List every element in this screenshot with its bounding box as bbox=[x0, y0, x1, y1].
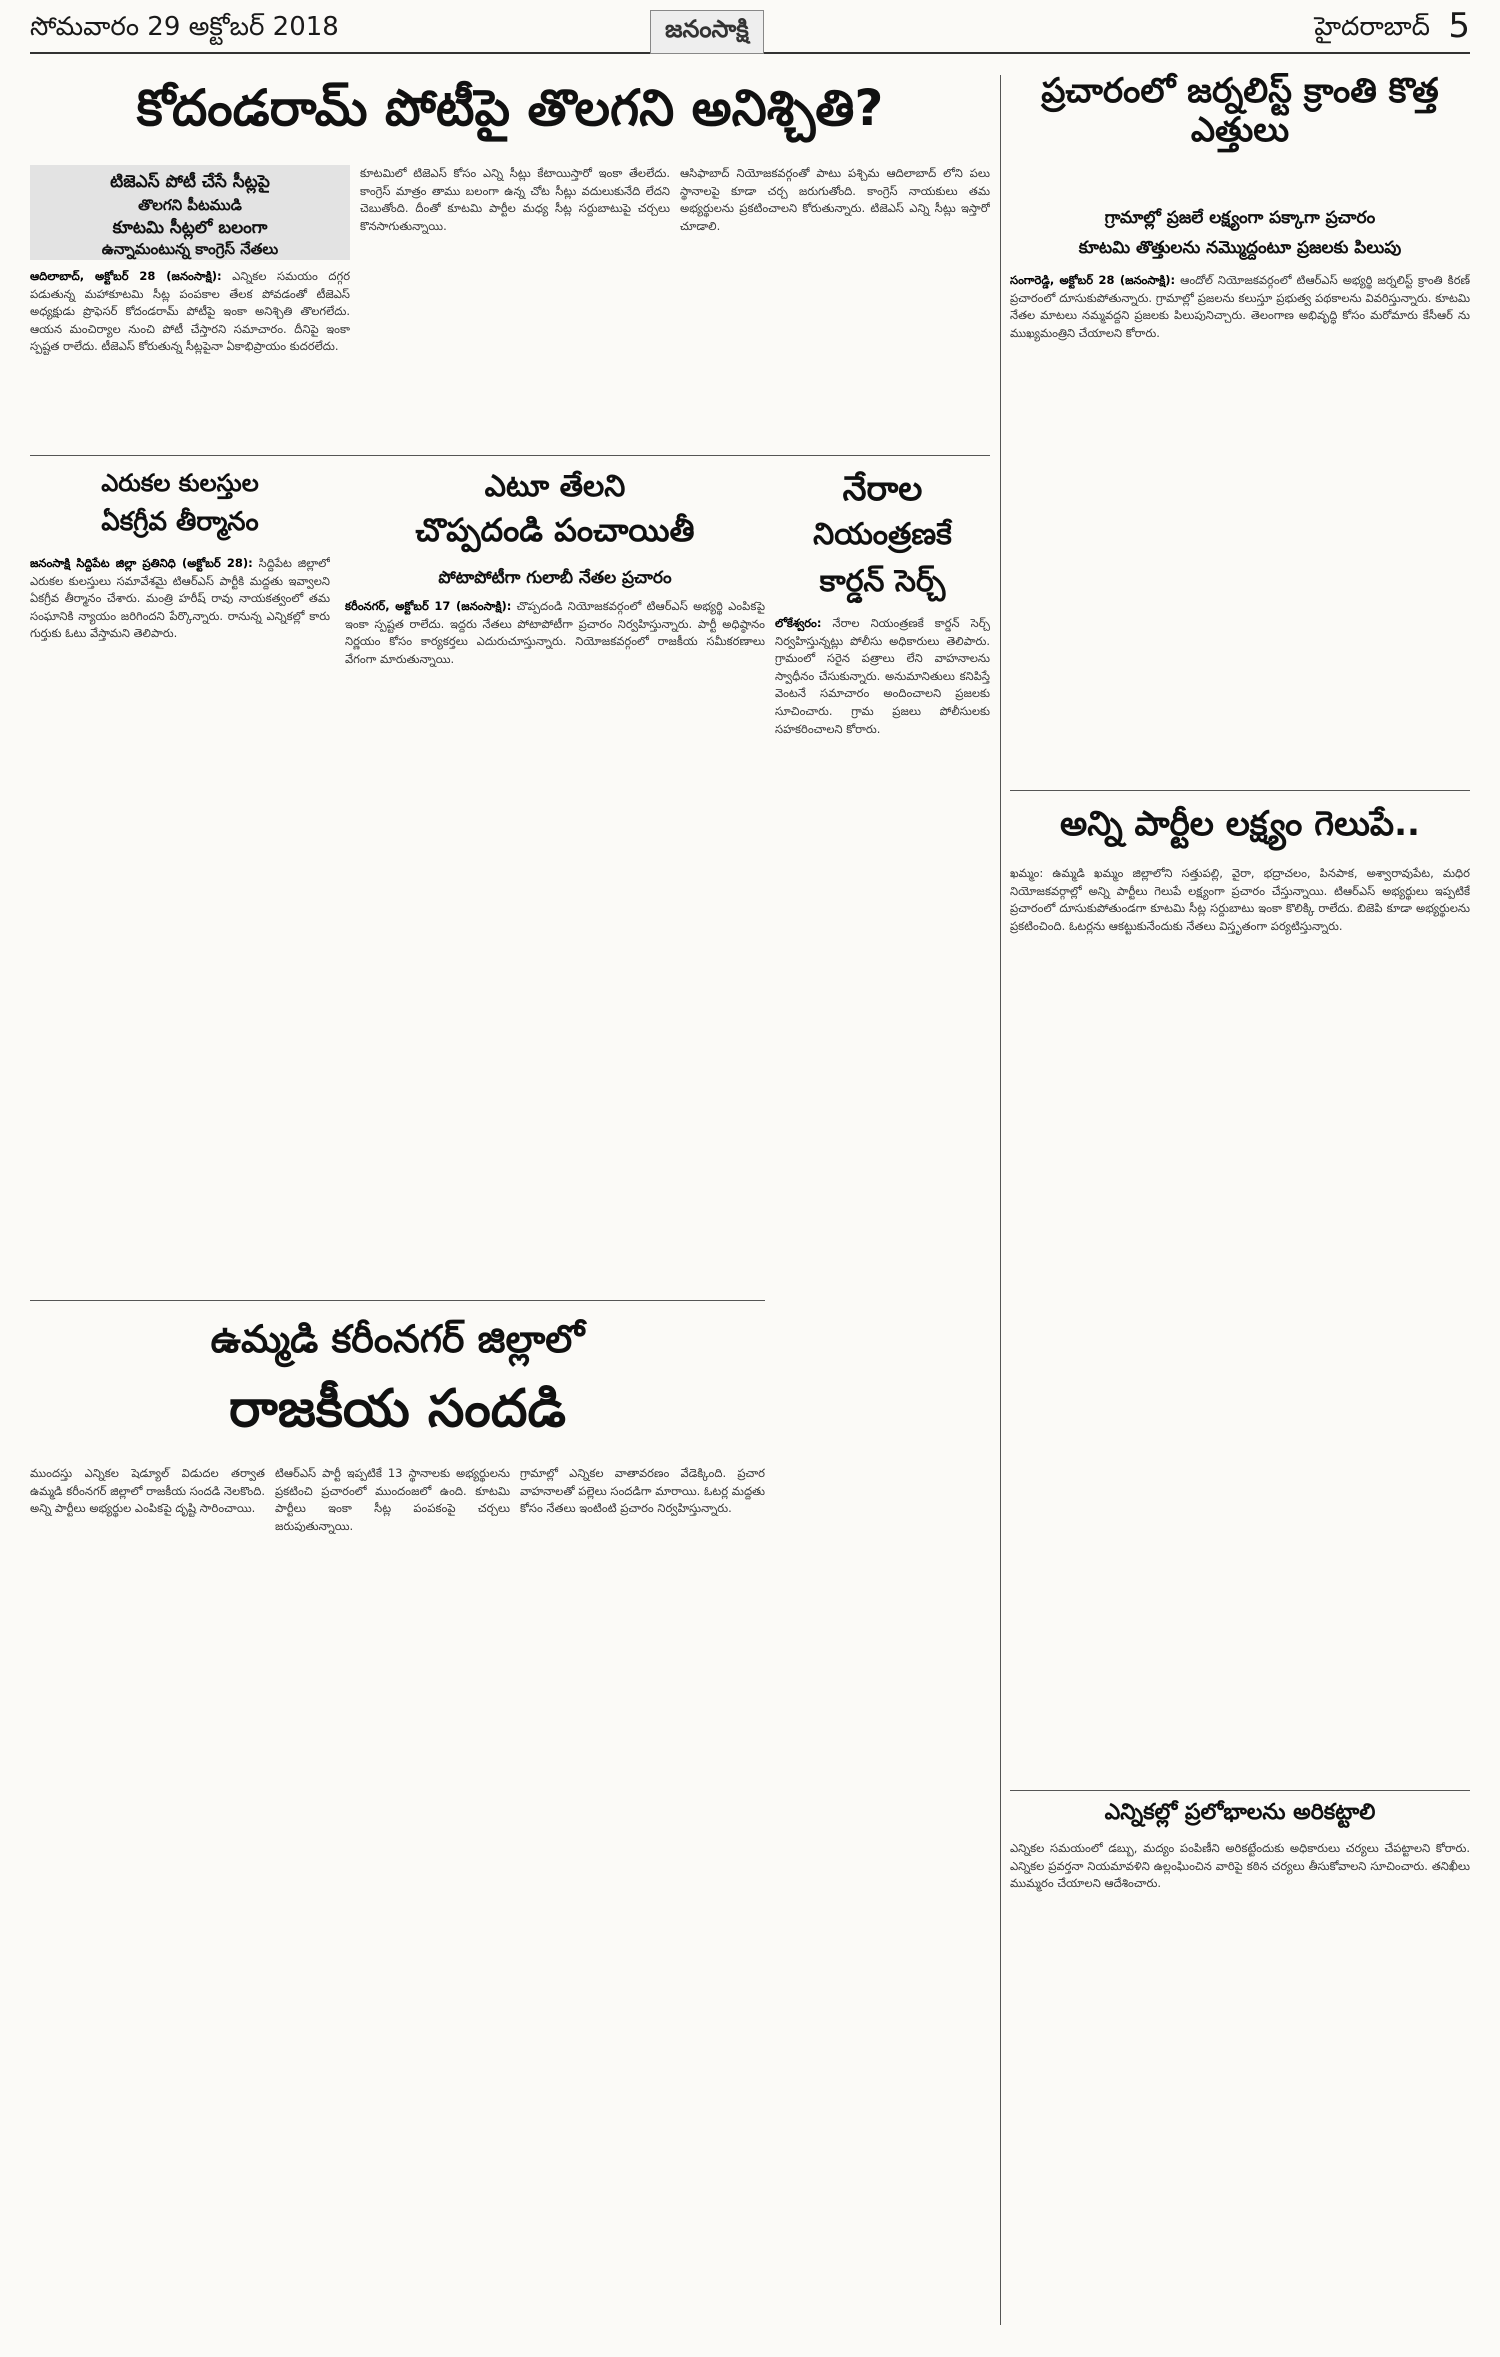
story3-headline-1: ఎరుకల కులస్తుల bbox=[101, 469, 259, 497]
story1-sub4: ఉన్నామంటున్న కాంగ్రెస్ నేతలు bbox=[101, 240, 279, 258]
edition-city: హైదరాబాద్ bbox=[1314, 12, 1430, 42]
page-number: 5 bbox=[1448, 6, 1470, 46]
publication-logo: జనంసాక్షి bbox=[650, 10, 764, 54]
story7-headline-1: ఉమ్మడి కరీంనగర్ జిల్లాలో bbox=[210, 1317, 585, 1361]
story4-sub: పోటాపోటీగా గులాబీ నేతల ప్రచారం bbox=[438, 568, 672, 588]
story4-body bbox=[345, 598, 765, 1288]
divider bbox=[1010, 1790, 1470, 1791]
story7-headline-2: రాజకీయ సందడి bbox=[229, 1379, 566, 1439]
story1-sub3: కూటమి సీట్లలో బలంగా bbox=[112, 218, 268, 238]
story6-body: ఖమ్మం: ఉమ్మడి ఖమ్మం జిల్లాలోని సత్తుపల్లి, వైరా, భద్రాచలం, పినపాక, అశ్వారావుపేట, మధిర నియోజకవర్గాల్లో అన్ని పార్టీలు గెలుపే లక్ష్యంగా ప్రచారం చేస్తున్నాయి. టిఆర్ఎస్ అభ్యర్థులు ఇప్పటికే ప్రచారంలో దూసుకుపోతుండగా కూటమి సీట్ల సర్దుబాటు ఇంకా కొలిక్కి రాలేదు. బిజెపి కూడా అభ్యర్థులను ప్రకటించింది. ఓటర్లను ఆకట్టుకునేందుకు నేతలు విస్తృతంగా పర్యటిస్తున్నారు. bbox=[1010, 866, 1470, 933]
story1-sub1: టిజెఎస్ పోటీ చేసే సీట్లపై bbox=[110, 172, 270, 192]
divider bbox=[1010, 790, 1470, 791]
story5-headline-2: నియంత్రణకే bbox=[813, 517, 952, 552]
story8-headline: ఎన్నికల్లో ప్రలోభాలను అరికట్టాలి bbox=[1104, 1800, 1376, 1825]
story1-text-1: ఎన్నికల సమయం దగ్గర పడుతున్న మహాకూటమి సీట్ల పంపకాల తేలక పోవడంతో టీజెఎస్ అధ్యక్షుడు ప్రొఫెసర్ కోదండరామ్ పోటీపై ఇంకా అనిశ్చితి తొలగలేదు. ఆయన మంచిర్యాల నుంచి పోటీ చేస్తారని సమాచారం. దీనిపై ఇంకా స్పష్టత రాలేదు. టీజెఎస్ కోరుతున్న సీట్లపైనా ఏకాభిప్రాయం కుదరలేదు. bbox=[30, 269, 350, 354]
story3-body bbox=[30, 555, 330, 1280]
story4-headline-2: చొప్పదండి పంచాయితీ bbox=[415, 511, 695, 549]
issue-date: సోమవారం 29 అక్టోబర్ 2018 bbox=[30, 12, 339, 42]
story2-sub2: కూటమి తొత్తులను నమ్మొద్దంటూ ప్రజలకు పిలుపు bbox=[1078, 238, 1402, 258]
divider bbox=[30, 1300, 765, 1301]
story1-headline: కోదండరామ్ పోటీపై తొలగని అనిశ్చితి? bbox=[136, 79, 884, 137]
story3-dateline: జనంసాక్షి సిద్దిపేట జిల్లా ప్రతినిధి (అక్టోబర్ 28): bbox=[30, 556, 253, 570]
story1-column-3: ఆసిఫాబాద్ నియోజకవర్గంతో పాటు పశ్చిమ ఆదిలాబాద్ లోని పలు స్థానాలపై కూడా చర్చ జరుగుతోంది. కాంగ్రెస్ నాయకులు తమ అభ్యర్థులను ప్రకటించాలని కోరుతున్నారు. టిజెఎస్ ఎన్ని సీట్లు ఇస్తారో చూడాలి. bbox=[680, 166, 990, 233]
story1-column-1 bbox=[30, 268, 350, 438]
divider bbox=[30, 455, 990, 456]
story1-column-2: కూటమిలో టిజెఎస్ కోసం ఎన్ని సీట్లు కేటాయిస్తారో ఇంకా తేలలేదు. కాంగ్రెస్ మాత్రం తాము బలంగా ఉన్న చోట సీట్లు వదులుకునేది లేదని చెబుతోంది. దీంతో కూటమి పార్టీల మధ్య సీట్ల సర్దుబాటుపై చర్చలు కొనసాగుతున్నాయి. bbox=[360, 166, 670, 233]
story2-text: ఆందోల్ నియోజకవర్గంలో టిఆర్ఎస్ అభ్యర్థి జర్నలిస్ట్ క్రాంతి కిరణ్ ప్రచారంలో దూసుకుపోతున్నారు. గ్రామాల్లో ప్రజలను కలుస్తూ ప్రభుత్వ పథకాలను వివరిస్తున్నారు. కూటమి నేతల మాటలు నమ్మవద్దని ప్రజలకు పిలుపునిచ్చారు. తెలంగాణ అభివృద్ధి కోసం మరోమారు కేసీఆర్ ను ముఖ్యమంత్రిని చేయాలని కోరారు. bbox=[1010, 273, 1470, 340]
story3-headline-2: ఏకగ్రీవ తీర్మానం bbox=[101, 507, 259, 537]
story4-headline-1: ఎటూ తేలని bbox=[484, 469, 626, 504]
story7-column-1: ముందస్తు ఎన్నికల షెడ్యూల్ విడుదల తర్వాత ఉమ్మడి కరీంనగర్ జిల్లాలో రాజకీయ సందడి నెలకొంది. అన్ని పార్టీలు అభ్యర్థుల ఎంపికపై దృష్టి సారించాయి. bbox=[30, 1466, 265, 1516]
story4-dateline: కరీంనగర్, అక్టోబర్ 17 (జనంసాక్షి): bbox=[345, 599, 512, 613]
story7-column-3: గ్రామాల్లో ఎన్నికల వాతావరణం వేడెక్కింది. ప్రచార వాహనాలతో పల్లెలు సందడిగా మారాయి. ఓటర్ల మద్దతు కోసం నేతలు ఇంటింటి ప్రచారం నిర్వహిస్తున్నారు. bbox=[520, 1466, 765, 1516]
story2-dateline: సంగారెడ్డి, అక్టోబర్ 28 (జనంసాక్షి): bbox=[1010, 273, 1176, 287]
story2-body bbox=[1010, 272, 1470, 777]
story1-sub2: తొలగని పీటముడి bbox=[138, 196, 242, 214]
story1-dateline: ఆదిలాబాద్, అక్టోబర్ 28 (జనంసాక్షి): bbox=[30, 269, 222, 283]
masthead bbox=[30, 6, 1470, 54]
story6-headline: అన్ని పార్టీల లక్ష్యం గెలుపే.. bbox=[1060, 804, 1420, 844]
story5-dateline: లోకేశ్వరం: bbox=[775, 616, 822, 630]
story4-text: చొప్పదండి నియోజకవర్గంలో టిఆర్ఎస్ అభ్యర్థి ఎంపికపై ఇంకా స్పష్టత రాలేదు. ఇద్దరు నేతలు పోటాపోటీగా ప్రచారం నిర్వహిస్తున్నారు. పార్టీ అధిష్ఠానం నిర్ణయం కోసం కార్యకర్తలు ఎదురుచూస్తున్నారు. నియోజకవర్గంలో రాజకీయ సమీకరణాలు వేగంగా మారుతున్నాయి. bbox=[345, 599, 765, 666]
story8-body: ఎన్నికల సమయంలో డబ్బు, మద్యం పంపిణీని అరికట్టేందుకు అధికారులు చర్యలు చేపట్టాలని కోరారు. ఎన్నికల ప్రవర్తనా నియమావళిని ఉల్లంఘించిన వారిపై కఠిన చర్యలు తీసుకోవాలని సూచించారు. తనిఖీలు ముమ్మరం చేయాలని ఆదేశించారు. bbox=[1010, 1841, 1470, 1891]
story5-body bbox=[775, 615, 990, 1745]
story2-sub1: గ్రామాల్లో ప్రజలే లక్ష్యంగా పక్కాగా ప్రచారం bbox=[1104, 208, 1376, 228]
story5-text: నేరాల నియంత్రణకే కార్డన్ సెర్చ్ నిర్వహిస్తున్నట్లు పోలీసు అధికారులు తెలిపారు. గ్రామంలో సరైన పత్రాలు లేని వాహనాలను స్వాధీనం చేసుకున్నారు. అనుమానితులు కనిపిస్తే వెంటనే సమాచారం అందించాలని ప్రజలకు సూచించారు. గ్రామ ప్రజలు పోలీసులకు సహకరించాలని కోరారు. bbox=[775, 616, 990, 736]
story5-headline-1: నేరాల bbox=[842, 469, 923, 509]
story5-headline-3: కార్డన్ సెర్చ్ bbox=[819, 564, 946, 599]
story3-text: సిద్దిపేట జిల్లాలో ఎరుకల కులస్తులు సమావేశమై టిఆర్ఎస్ పార్టీకి మద్దతు ఇవ్వాలని ఏకగ్రీవ తీర్మానం చేశారు. మంత్రి హరీష్ రావు నాయకత్వంలో తమ సంఘానికి న్యాయం జరిగిందని పేర్కొన్నారు. రానున్న ఎన్నికల్లో కారు గుర్తుకు ఓటు వేస్తామని తెలిపారు. bbox=[30, 556, 330, 641]
story2-headline: ప్రచారంలో జర్నలిస్ట్ క్రాంతి కొత్త ఎత్తులు bbox=[1041, 71, 1439, 151]
divider bbox=[1000, 75, 1001, 2325]
story7-column-2: టిఆర్ఎస్ పార్టీ ఇప్పటికే 13 స్థానాలకు అభ్యర్థులను ప్రకటించి ప్రచారంలో ముందంజలో ఉంది. కూటమి పార్టీలు ఇంకా సీట్ల పంపకంపై చర్చలు జరుపుతున్నాయి. bbox=[275, 1466, 510, 1533]
